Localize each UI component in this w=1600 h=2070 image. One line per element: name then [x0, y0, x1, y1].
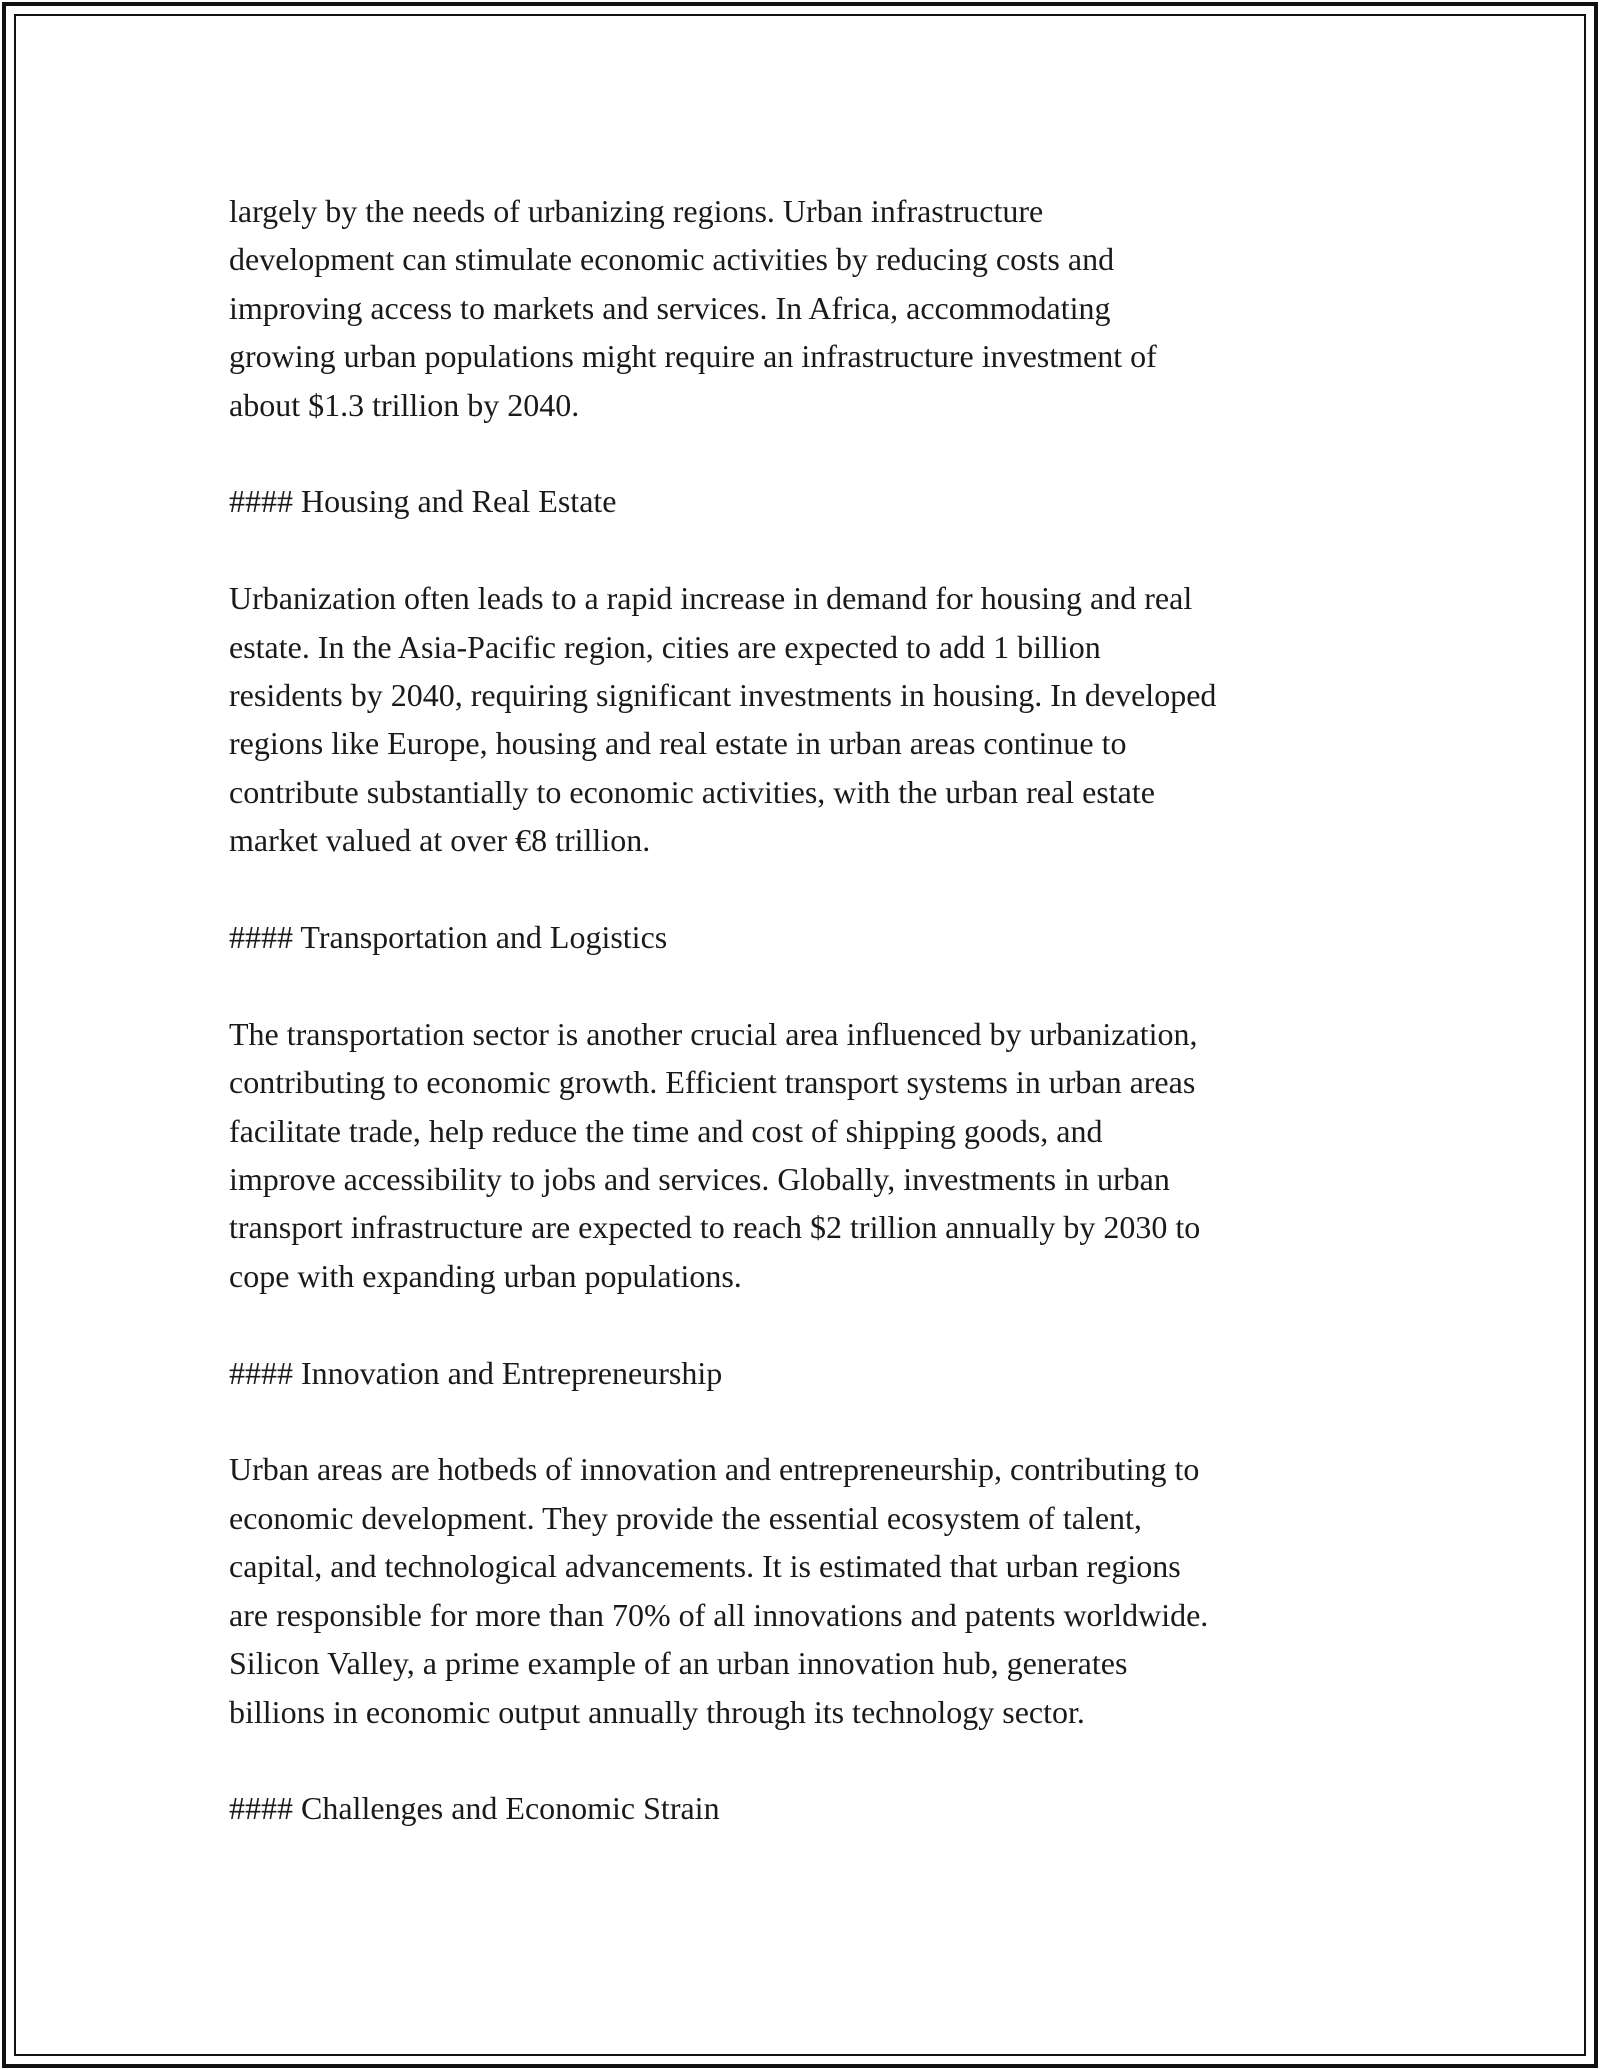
paragraph-infrastructure: largely by the needs of urbanizing regions. Urban infrastructure development can stimulate economic activities by reducing costs and improving access to markets and services. In Africa, accommodating growing urban populations might require an infrastructure investment of about $1.3 trillion by 2040.	[229, 193, 1157, 423]
paragraph-innovation-entrepreneurship: Urban areas are hotbeds of innovation and entrepreneurship, contributing to economic development. They provide the essential ecosystem of talent, capital, and technological advancements. It is estimated that urban regions are responsible for more than 70% of all innovations and patents worldwide. Silicon Valley, a prime example of an urban innovation hub, generates billions in economic output annually through its technology sector.	[229, 1451, 1209, 1730]
heading-transportation-logistics: #### Transportation and Logistics	[229, 919, 668, 956]
paragraph-transportation-logistics: The transportation sector is another crucial area influenced by urbanization, contributing to economic growth. Efficient transport systems in urban areas facilitate trade, help reduce the time and cost of shipping goods, and improve accessibility to jobs and services. Globally, investments in urban transport infrastructure are expected to reach $2 trillion annually by 2030 to cope with expanding urban populations.	[229, 1015, 1201, 1294]
document-body	[229, 187, 1379, 1881]
heading-housing-real-estate: #### Housing and Real Estate	[229, 483, 617, 520]
heading-challenges-economic-strain: #### Challenges and Economic Strain	[229, 1790, 720, 1827]
heading-innovation-entrepreneurship: #### Innovation and Entrepreneurship	[229, 1354, 723, 1391]
paragraph-housing-real-estate: Urbanization often leads to a rapid increase in demand for housing and real estate. In the Asia-Pacific region, cities are expected to add 1 billion residents by 2040, requiring significant investments in housing. In developed regions like Europe, housing and real estate in urban areas continue to contribute substantially to economic activities, with the urban real estate market valued at over €8 trillion.	[229, 580, 1217, 859]
